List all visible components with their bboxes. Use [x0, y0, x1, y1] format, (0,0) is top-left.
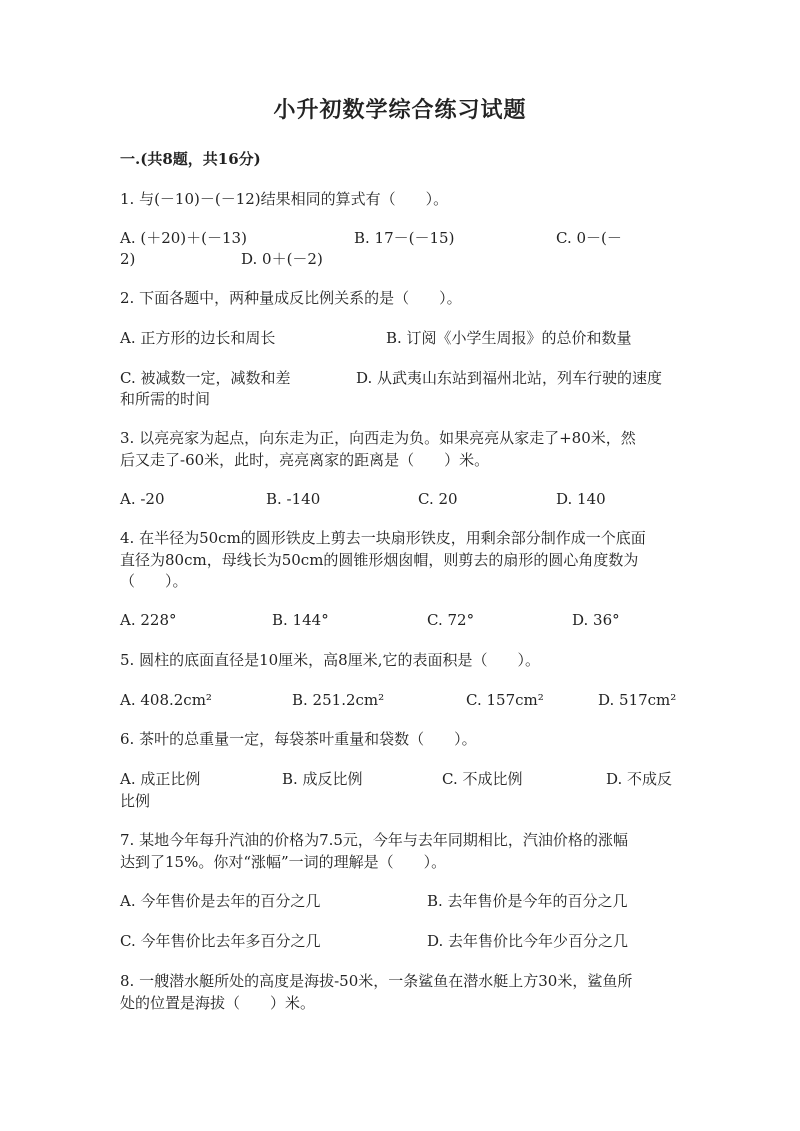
question-7-stem-line2: 达到了15%。你对“涨幅”一词的理解是（ ）。	[120, 853, 447, 871]
question-6-stem: 6. 茶叶的总重量一定，每袋茶叶重量和袋数（ ）。	[120, 730, 477, 748]
question-4-option-d: D. 36°	[572, 611, 620, 629]
question-1-option-b: B. 17－(－15)	[354, 229, 455, 247]
question-2-option-d-cont: 和所需的时间	[120, 390, 211, 408]
question-7-option-a: A. 今年售价是去年的百分之几	[120, 892, 321, 910]
question-7-option-c: C. 今年售价比去年多百分之几	[120, 932, 321, 950]
question-2-option-d: D. 从武夷山东站到福州北站，列车行驶的速度	[356, 369, 663, 387]
question-3-option-a: A. -20	[120, 490, 165, 508]
question-6-option-c: C. 不成比例	[442, 770, 523, 788]
question-2-option-c: C. 被减数一定，减数和差	[120, 369, 291, 387]
question-5-option-b: B. 251.2cm²	[292, 691, 385, 709]
question-4-stem-line3: （ ）。	[120, 572, 188, 590]
question-5-option-a: A. 408.2cm²	[120, 691, 212, 709]
question-1-option-c-cont: 2)	[120, 250, 136, 268]
question-5-option-d: D. 517cm²	[598, 691, 677, 709]
page-title: 小升初数学综合练习试题	[273, 97, 527, 123]
question-2-option-b: B. 订阅《小学生周报》的总价和数量	[386, 329, 632, 347]
question-6-option-b: B. 成反比例	[282, 770, 363, 788]
question-7-stem-line1: 7. 某地今年每升汽油的价格为7.5元，今年与去年同期相比，汽油价格的涨幅	[120, 831, 628, 849]
question-1-option-c: C. 0－(－	[556, 229, 622, 247]
question-1-option-a: A. (＋20)＋(－13)	[120, 229, 247, 247]
question-6-option-a: A. 成正比例	[120, 770, 201, 788]
question-2-option-a: A. 正方形的边长和周长	[120, 329, 276, 347]
question-3-stem-line1: 3. 以亮亮家为起点，向东走为正，向西走为负。如果亮亮从家走了+80米，然	[120, 429, 636, 447]
question-3-option-c: C. 20	[418, 490, 458, 508]
question-8-stem-line2: 处的位置是海拔（ ）米。	[120, 994, 316, 1012]
question-5-option-c: C. 157cm²	[466, 691, 544, 709]
question-4-option-a: A. 228°	[120, 611, 177, 629]
question-6-option-d: D. 不成反	[606, 770, 673, 788]
question-3-stem-line2: 后又走了-60米，此时，亮亮离家的距离是（ ）米。	[120, 451, 490, 469]
question-6-option-d-cont: 比例	[120, 792, 151, 810]
question-2-stem: 2. 下面各题中，两种量成反比例关系的是（ ）。	[120, 289, 462, 307]
question-7-option-b: B. 去年售价是今年的百分之几	[427, 892, 628, 910]
question-5-stem: 5. 圆柱的底面直径是10厘米，高8厘米,它的表面积是（ ）。	[120, 651, 540, 669]
question-4-option-c: C. 72°	[427, 611, 475, 629]
question-1-option-d: D. 0＋(－2)	[241, 250, 323, 268]
question-4-stem-line2: 直径为80cm，母线长为50cm的圆锥形烟囱帽，则剪去的扇形的圆心角度数为	[120, 551, 639, 569]
section-heading: 一.(共8题，共16分)	[120, 150, 261, 168]
question-3-option-b: B. -140	[266, 490, 321, 508]
question-4-stem-line1: 4. 在半径为50cm的圆形铁皮上剪去一块扇形铁皮，用剩余部分制作成一个底面	[120, 529, 646, 547]
question-3-option-d: D. 140	[556, 490, 606, 508]
question-1-stem: 1. 与(－10)－(－12)结果相同的算式有（ ）。	[120, 190, 449, 208]
question-7-option-d: D. 去年售价比今年少百分之几	[427, 932, 629, 950]
question-4-option-b: B. 144°	[272, 611, 329, 629]
question-8-stem-line1: 8. 一艘潜水艇所处的高度是海拔-50米，一条鲨鱼在潜水艇上方30米，鲨鱼所	[120, 972, 633, 990]
